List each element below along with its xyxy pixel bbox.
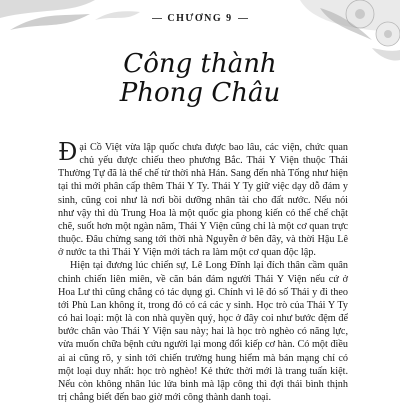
chapter-title-line-2: Phong Châu [119, 78, 281, 108]
paragraph-1 [58, 138, 348, 259]
chapter-body [58, 138, 348, 404]
drop-cap: Đ [58, 138, 78, 166]
chapter-title [0, 50, 400, 108]
paragraph-1-text: ại Cồ Việt vừa lập quốc chưa được bao lâu, các viện, chức quan chủ yếu được chiếu theo phương Bắc. Thái Y Viện thuộc Thái Thường Tự đã là thể chế từ thời nhà Hán. Sang đến nhà Tống như hiện tại thì mới phân cấp thêm Thái Y Ty. Thái Y Ty giữ việc dạy dỗ đám y sinh, cũng coi như là nơi bồi dưỡng nhân tài cho đất nước. Nếu nói như vậy thì dù Trung Hoa là một quốc gia phong kiến có thể chế chặt chẽ, suốt hơn một ngàn năm, Thái Y Viện cũng chỉ là một cơ quan trực thuộc. Đâu chừng sang tới thời nhà Nguyễn ở bên đây, và thời Hậu Lê ở nước ta thì Thái Y Viện mới tách ra làm một cơ quan độc lập. [58, 142, 348, 259]
chapter-title-line-1: Công thành [123, 49, 277, 79]
chapter-label: CHƯƠNG 9 [0, 13, 400, 24]
paragraph-2: Hiện tại đương lúc chiến sự, Lê Long Đĩnh lại đích thân cầm quân chinh chiến liên miên, về căn bản đám người Thái Y Viện nếu cứ ở Hoa Lư thì cũng chẳng có tác dụng gì. Chính vì lẽ đó số Thái y đi theo tới Phù Lan không ít, trong đó có cả các y sinh. Học trò của Thái Y Ty có hai loại: một là con nhà quyền quý, học ở đây coi như bước đệm để bước chân vào Thái Y Viện sau này; hai là học trò nghèo có năng lực, vừa muốn chữa bệnh cứu người lại mong đổi kiếp cơ hàn. Có một điều ai ai cũng rõ, y sinh tới chiến trường hung hiểm mà bán mạng chỉ có một loại duy nhất: học trò nghèo! Kẻ thức thời mới là trang tuấn kiệt. Nếu còn không nhân lúc lửa binh mà lập công thì đợi thái bình thịnh trị chẳng biết đến bao giờ mới công thành danh toại. [58, 260, 348, 403]
